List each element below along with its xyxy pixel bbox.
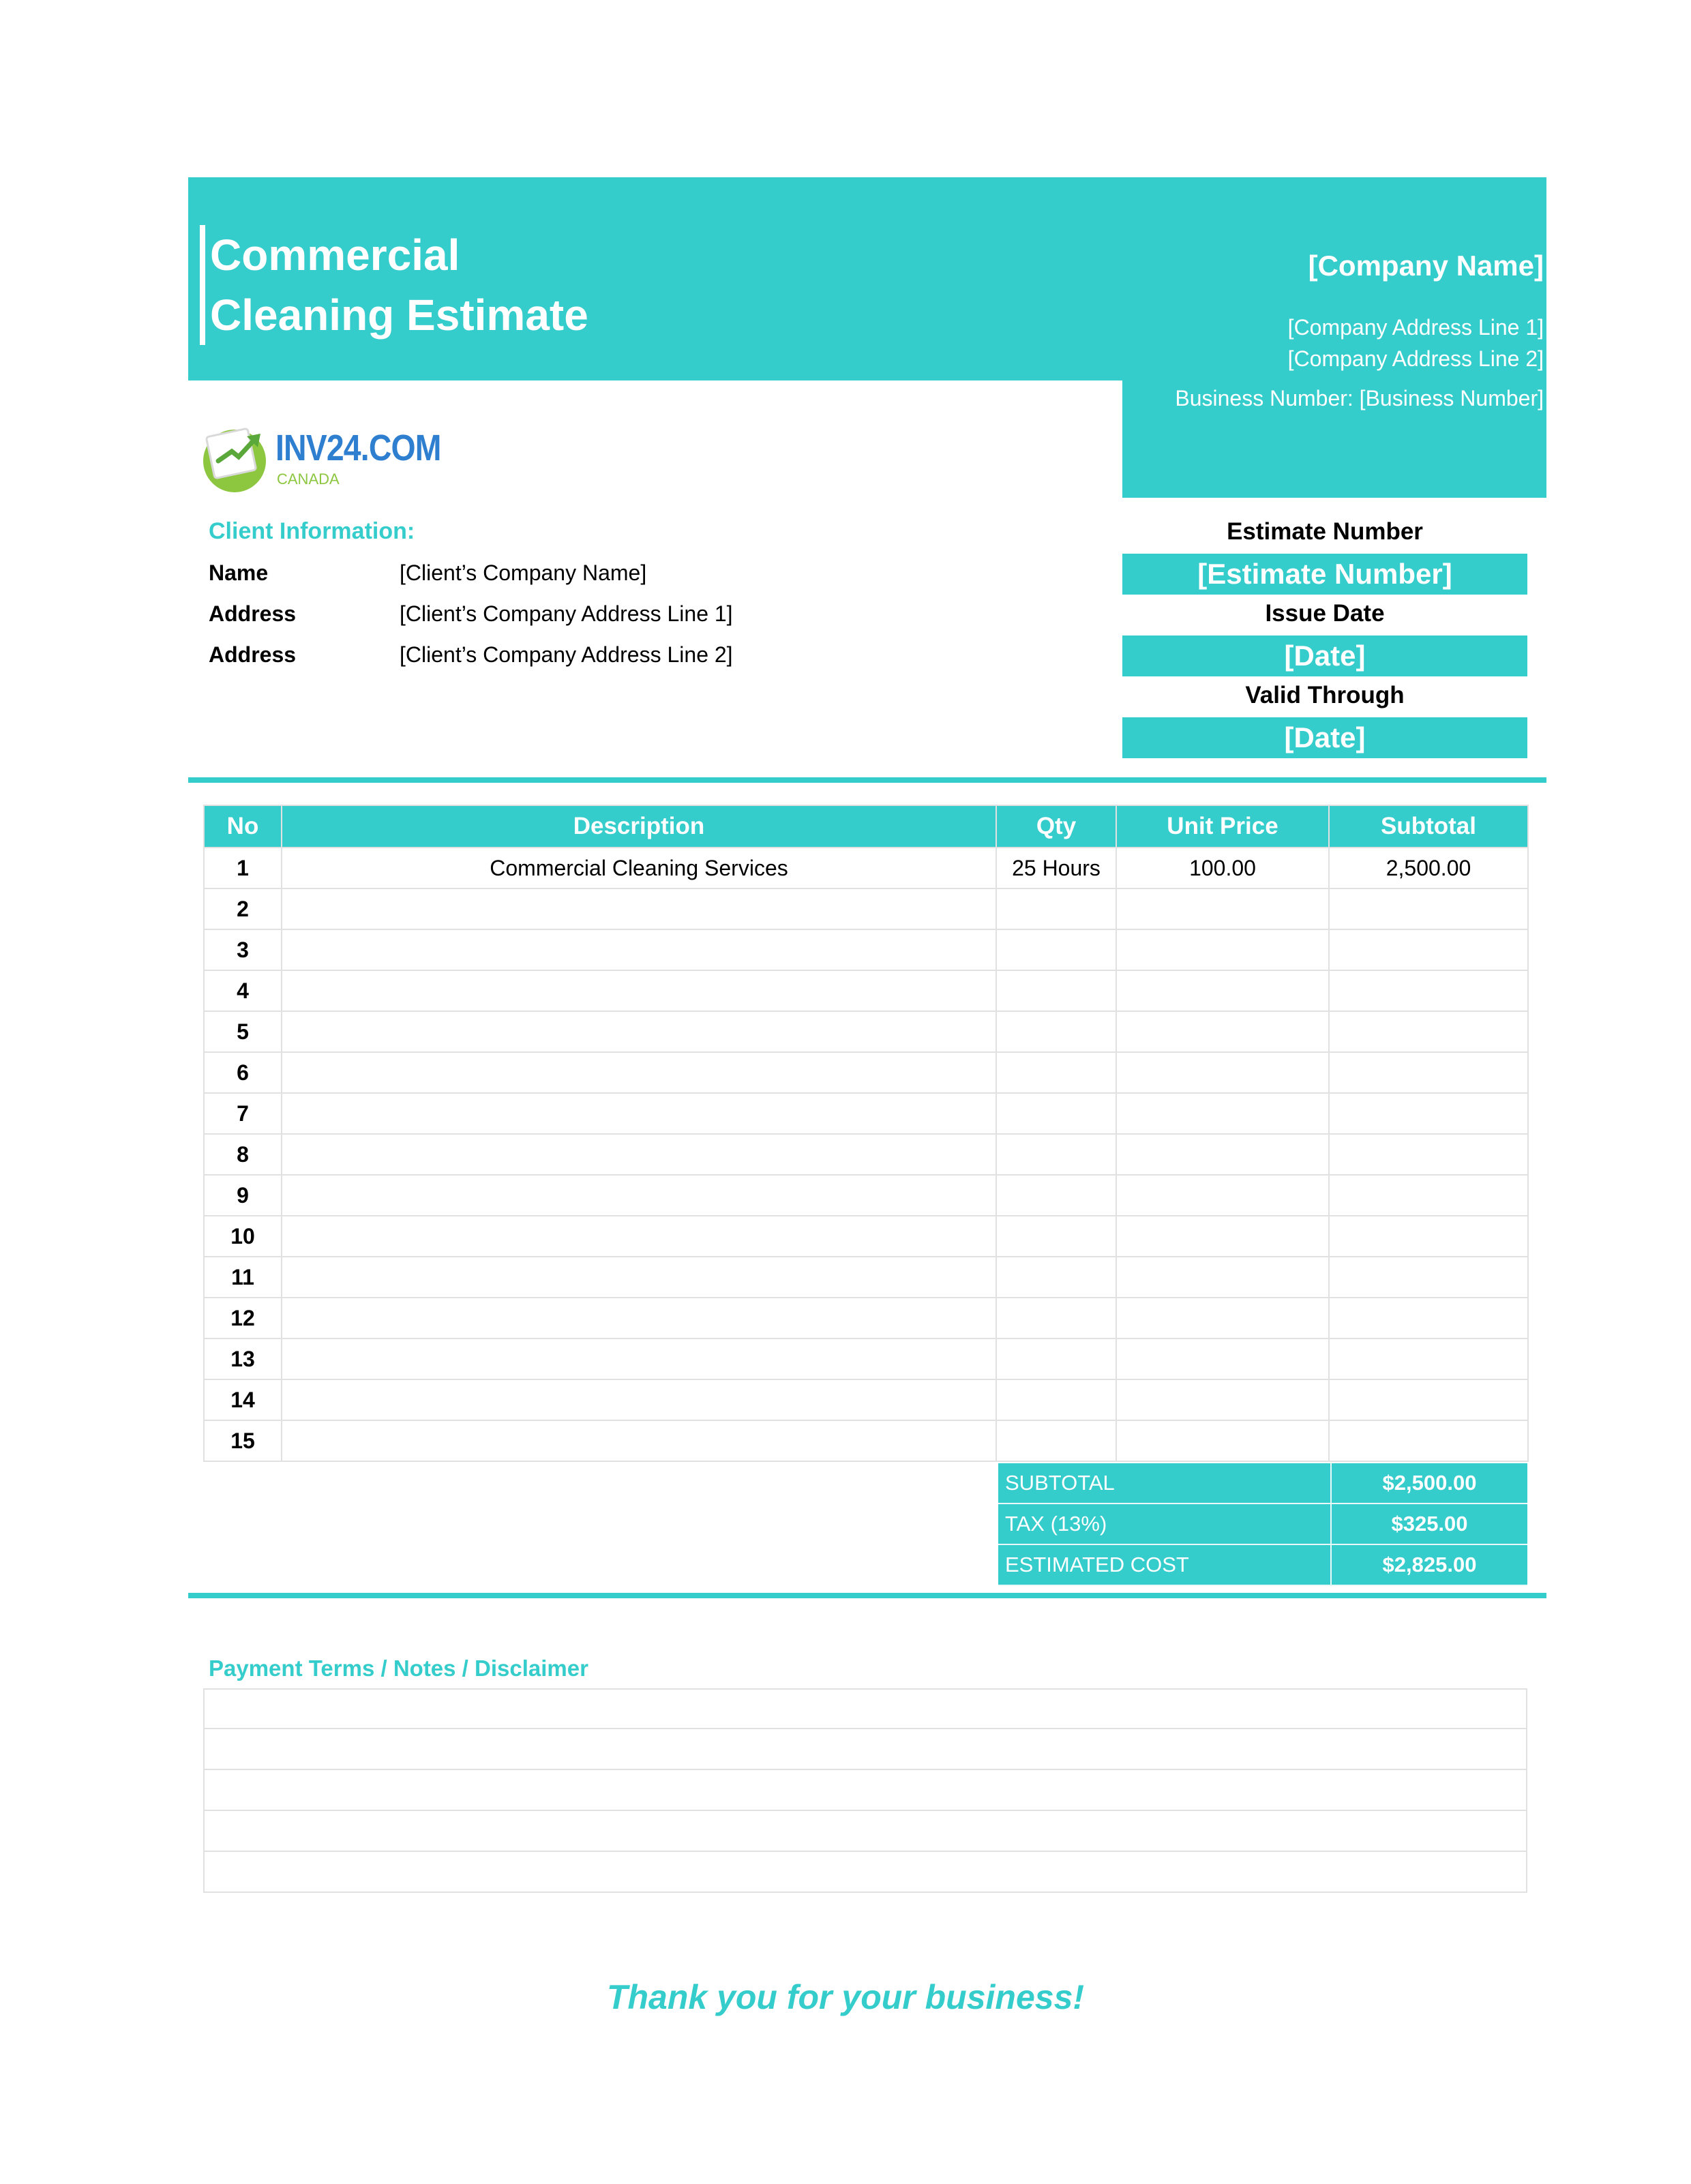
col-header-no: No [204, 805, 282, 848]
table-row [204, 970, 1528, 1011]
item-qty [996, 970, 1116, 1011]
item-description [282, 1379, 996, 1420]
item-description [282, 1257, 996, 1298]
valid-through-value: [Date] [1122, 717, 1527, 758]
item-no: 6 [204, 1052, 282, 1093]
item-subtotal: 2,500.00 [1329, 848, 1528, 888]
item-no: 13 [204, 1338, 282, 1379]
document-title [210, 225, 755, 345]
item-unit-price [1116, 1216, 1329, 1257]
items-body [204, 848, 1528, 1461]
estimate-number-label: Estimate Number [1227, 518, 1423, 545]
item-unit-price [1116, 1379, 1329, 1420]
item-subtotal [1329, 1175, 1528, 1216]
item-subtotal [1329, 1093, 1528, 1134]
item-subtotal [1329, 888, 1528, 929]
item-qty [996, 1093, 1116, 1134]
company-name: [Company Name] [1308, 250, 1544, 282]
item-qty [996, 1298, 1116, 1338]
item-unit-price [1116, 1420, 1329, 1461]
table-row [204, 1379, 1528, 1420]
item-qty [996, 1379, 1116, 1420]
item-subtotal [1329, 970, 1528, 1011]
item-no: 1 [204, 848, 282, 888]
note-line[interactable] [203, 1770, 1527, 1811]
totals-table [998, 1463, 1527, 1586]
subtotal-value: $2,500.00 [1331, 1463, 1527, 1504]
item-description [282, 1338, 996, 1379]
title-line-2: Cleaning Estimate [210, 290, 588, 340]
item-unit-price [1116, 1298, 1329, 1338]
table-row [204, 1257, 1528, 1298]
issue-date-label: Issue Date [1265, 600, 1385, 627]
item-qty [996, 1175, 1116, 1216]
item-qty [996, 888, 1116, 929]
tax-label: TAX (13%) [998, 1504, 1331, 1544]
note-line[interactable] [203, 1852, 1527, 1893]
divider [188, 1593, 1546, 1598]
item-description [282, 1134, 996, 1175]
estimated-cost-label: ESTIMATED COST [998, 1544, 1331, 1585]
item-unit-price [1116, 1134, 1329, 1175]
table-row [204, 848, 1528, 888]
company-address-line-2: [Company Address Line 2] [1287, 346, 1544, 371]
item-subtotal [1329, 1338, 1528, 1379]
client-name-value: [Client’s Company Name] [400, 560, 647, 585]
item-unit-price [1116, 970, 1329, 1011]
subtotal-label: SUBTOTAL [998, 1463, 1331, 1504]
item-unit-price [1116, 1338, 1329, 1379]
item-subtotal [1329, 1379, 1528, 1420]
items-table [203, 805, 1529, 1462]
client-info-heading: Client Information: [209, 518, 415, 544]
item-qty [996, 1420, 1116, 1461]
table-row [204, 1338, 1528, 1379]
thank-you-message: Thank you for your business! [606, 1978, 1085, 2016]
item-qty [996, 1338, 1116, 1379]
item-subtotal [1329, 1257, 1528, 1298]
item-no: 11 [204, 1257, 282, 1298]
item-description [282, 888, 996, 929]
item-description: Commercial Cleaning Services [282, 848, 996, 888]
item-qty [996, 1257, 1116, 1298]
estimated-cost-value: $2,825.00 [1331, 1544, 1527, 1585]
table-row [204, 1134, 1528, 1175]
item-subtotal [1329, 1134, 1528, 1175]
table-row [204, 1216, 1528, 1257]
item-unit-price [1116, 929, 1329, 970]
table-row [204, 929, 1528, 970]
tax-value: $325.00 [1331, 1504, 1527, 1544]
totals-row [998, 1504, 1527, 1544]
client-name-label: Name [209, 560, 269, 585]
table-row [204, 1011, 1528, 1052]
note-line[interactable] [203, 1729, 1527, 1770]
item-no: 9 [204, 1175, 282, 1216]
item-description [282, 929, 996, 970]
totals-row [998, 1463, 1527, 1504]
item-description [282, 1298, 996, 1338]
divider [188, 777, 1546, 783]
item-no: 14 [204, 1379, 282, 1420]
item-qty [996, 929, 1116, 970]
item-description [282, 1011, 996, 1052]
item-subtotal [1329, 1011, 1528, 1052]
client-address-1-label: Address [209, 601, 297, 626]
item-unit-price [1116, 888, 1329, 929]
item-no: 3 [204, 929, 282, 970]
item-subtotal [1329, 1420, 1528, 1461]
table-row [204, 1093, 1528, 1134]
item-description [282, 1093, 996, 1134]
logo-wordmark: INV24.COM [275, 428, 441, 468]
client-address-2-value: [Client’s Company Address Line 2] [400, 642, 733, 667]
table-row [204, 1298, 1528, 1338]
item-description [282, 1175, 996, 1216]
notes-box [203, 1688, 1527, 1893]
item-unit-price [1116, 1257, 1329, 1298]
item-subtotal [1329, 1216, 1528, 1257]
notes-heading: Payment Terms / Notes / Disclaimer [209, 1656, 588, 1681]
item-qty: 25 Hours [996, 848, 1116, 888]
client-address-1-value: [Client’s Company Address Line 1] [400, 601, 733, 626]
table-row [204, 888, 1528, 929]
item-no: 12 [204, 1298, 282, 1338]
item-no: 7 [204, 1093, 282, 1134]
client-address-2-label: Address [209, 642, 297, 667]
item-description [282, 970, 996, 1011]
item-description [282, 1420, 996, 1461]
note-line[interactable] [203, 1811, 1527, 1852]
item-no: 5 [204, 1011, 282, 1052]
item-description [282, 1216, 996, 1257]
item-qty [996, 1216, 1116, 1257]
table-row [204, 1175, 1528, 1216]
item-unit-price [1116, 1052, 1329, 1093]
col-header-qty: Qty [996, 805, 1116, 848]
item-no: 4 [204, 970, 282, 1011]
item-no: 10 [204, 1216, 282, 1257]
title-line-1: Commercial [210, 230, 460, 280]
issue-date-value: [Date] [1122, 635, 1527, 676]
table-row [204, 1052, 1528, 1093]
item-unit-price: 100.00 [1116, 848, 1329, 888]
col-header-subtotal: Subtotal [1329, 805, 1528, 848]
title-accent-bar [200, 225, 205, 345]
item-description [282, 1052, 996, 1093]
item-unit-price [1116, 1011, 1329, 1052]
estimate-number-value: [Estimate Number] [1122, 554, 1527, 595]
item-no: 15 [204, 1420, 282, 1461]
item-subtotal [1329, 1298, 1528, 1338]
table-row [204, 1420, 1528, 1461]
item-qty [996, 1134, 1116, 1175]
company-address-line-1: [Company Address Line 1] [1287, 315, 1544, 340]
item-no: 2 [204, 888, 282, 929]
col-header-unit-price: Unit Price [1116, 805, 1329, 848]
valid-through-label: Valid Through [1245, 682, 1405, 708]
chart-arrow-icon [198, 420, 273, 495]
item-no: 8 [204, 1134, 282, 1175]
business-number: Business Number: [Business Number] [1175, 386, 1544, 410]
col-header-description: Description [282, 805, 996, 848]
item-unit-price [1116, 1175, 1329, 1216]
items-header-row [204, 805, 1528, 848]
note-line[interactable] [203, 1688, 1527, 1729]
totals-row [998, 1544, 1527, 1585]
item-subtotal [1329, 929, 1528, 970]
item-subtotal [1329, 1052, 1528, 1093]
item-qty [996, 1011, 1116, 1052]
item-unit-price [1116, 1093, 1329, 1134]
logo-subtitle: CANADA [277, 470, 340, 488]
item-qty [996, 1052, 1116, 1093]
